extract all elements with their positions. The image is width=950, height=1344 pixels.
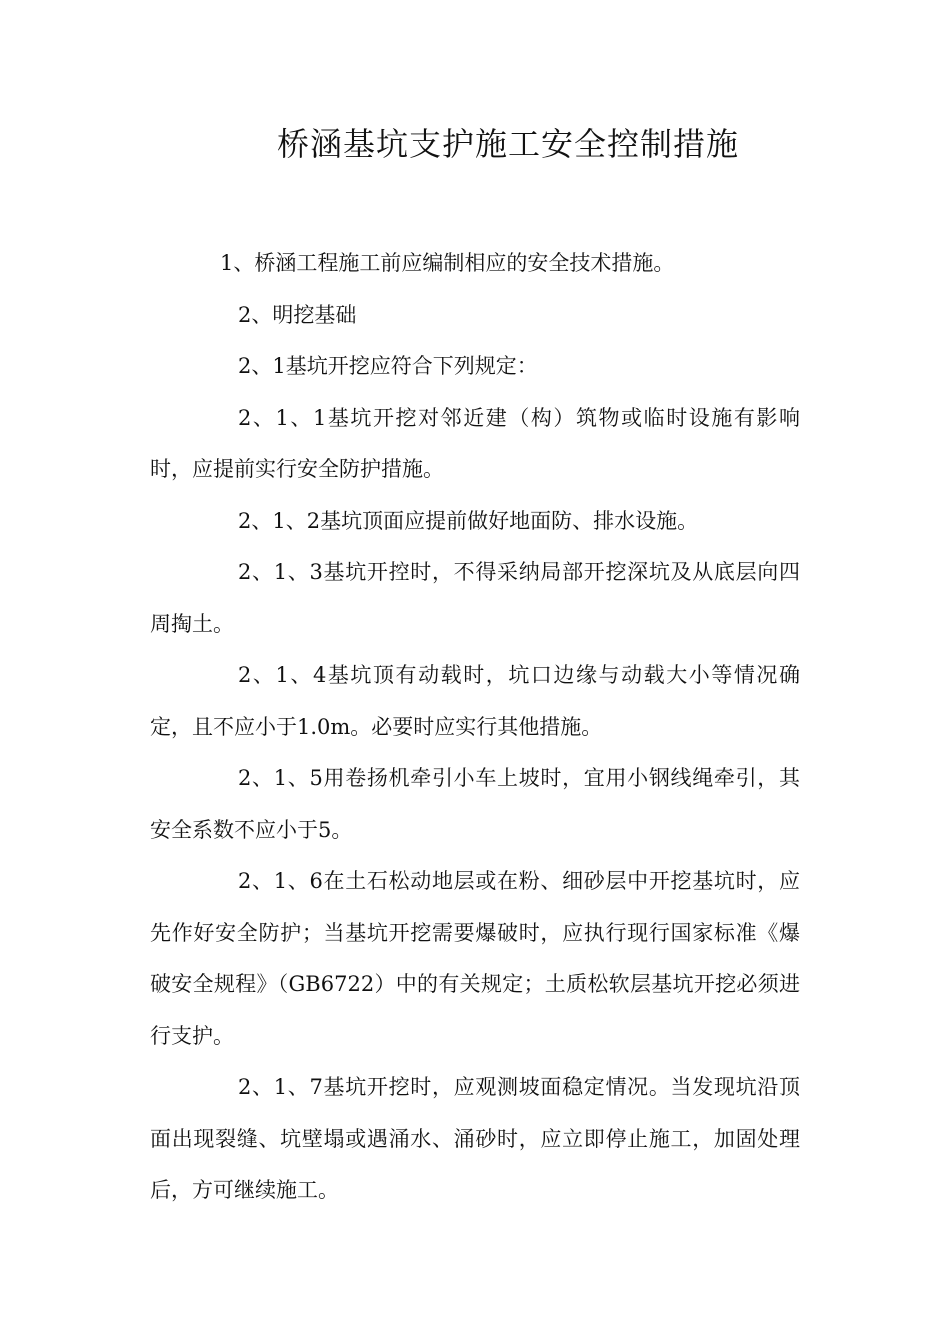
paragraph-2-1-3: 2、1、3基坑开控时，不得采纳局部开挖深坑及从底层向四周掏土。 <box>150 560 800 636</box>
paragraph-2: 2、明挖基础 <box>238 302 357 327</box>
paragraph-2-1-6: 2、1、6在土石松动地层或在粉、细砂层中开挖基坑时，应先作好安全防护；当基坑开挖需要爆破时，应执行现行国家标准《爆破安全规程》（GB6722）中的有关规定；土质松软层基坑开挖必须进行支护。 <box>150 869 800 1048</box>
paragraph-2-1-1: 2、1、1基坑开挖对邻近建（构）筑物或临时设施有影响时，应提前实行安全防护措施。 <box>150 405 800 481</box>
paragraph-2-1: 2、1基坑开挖应符合下列规定： <box>238 354 538 378</box>
paragraph-2-1-2: 2、1、2基坑顶面应提前做好地面防、排水设施。 <box>238 508 699 533</box>
document-title: 桥涵基坑支护施工安全控制措施 <box>276 125 739 163</box>
paragraph-2-1-7: 2、1、7基坑开挖时，应观测坡面稳定情况。当发现坑沿顶面出现裂缝、坑壁塌或遇涌水、涌砂时，应立即停止施工，加固处理后，方可继续施工。 <box>150 1075 800 1202</box>
paragraph-2-1-5: 2、1、5用卷扬机牵引小车上坡时，宜用小钢线绳牵引，其安全系数不应小于5。 <box>150 766 800 842</box>
document-body <box>150 238 800 1217</box>
paragraph-1: 1、桥涵工程施工前应编制相应的安全技术措施。 <box>220 251 675 275</box>
paragraph-2-1-4: 2、1、4基坑顶有动载时，坑口边缘与动载大小等情况确定，且不应小于1.0m。必要时应实行其他措施。 <box>150 663 800 739</box>
